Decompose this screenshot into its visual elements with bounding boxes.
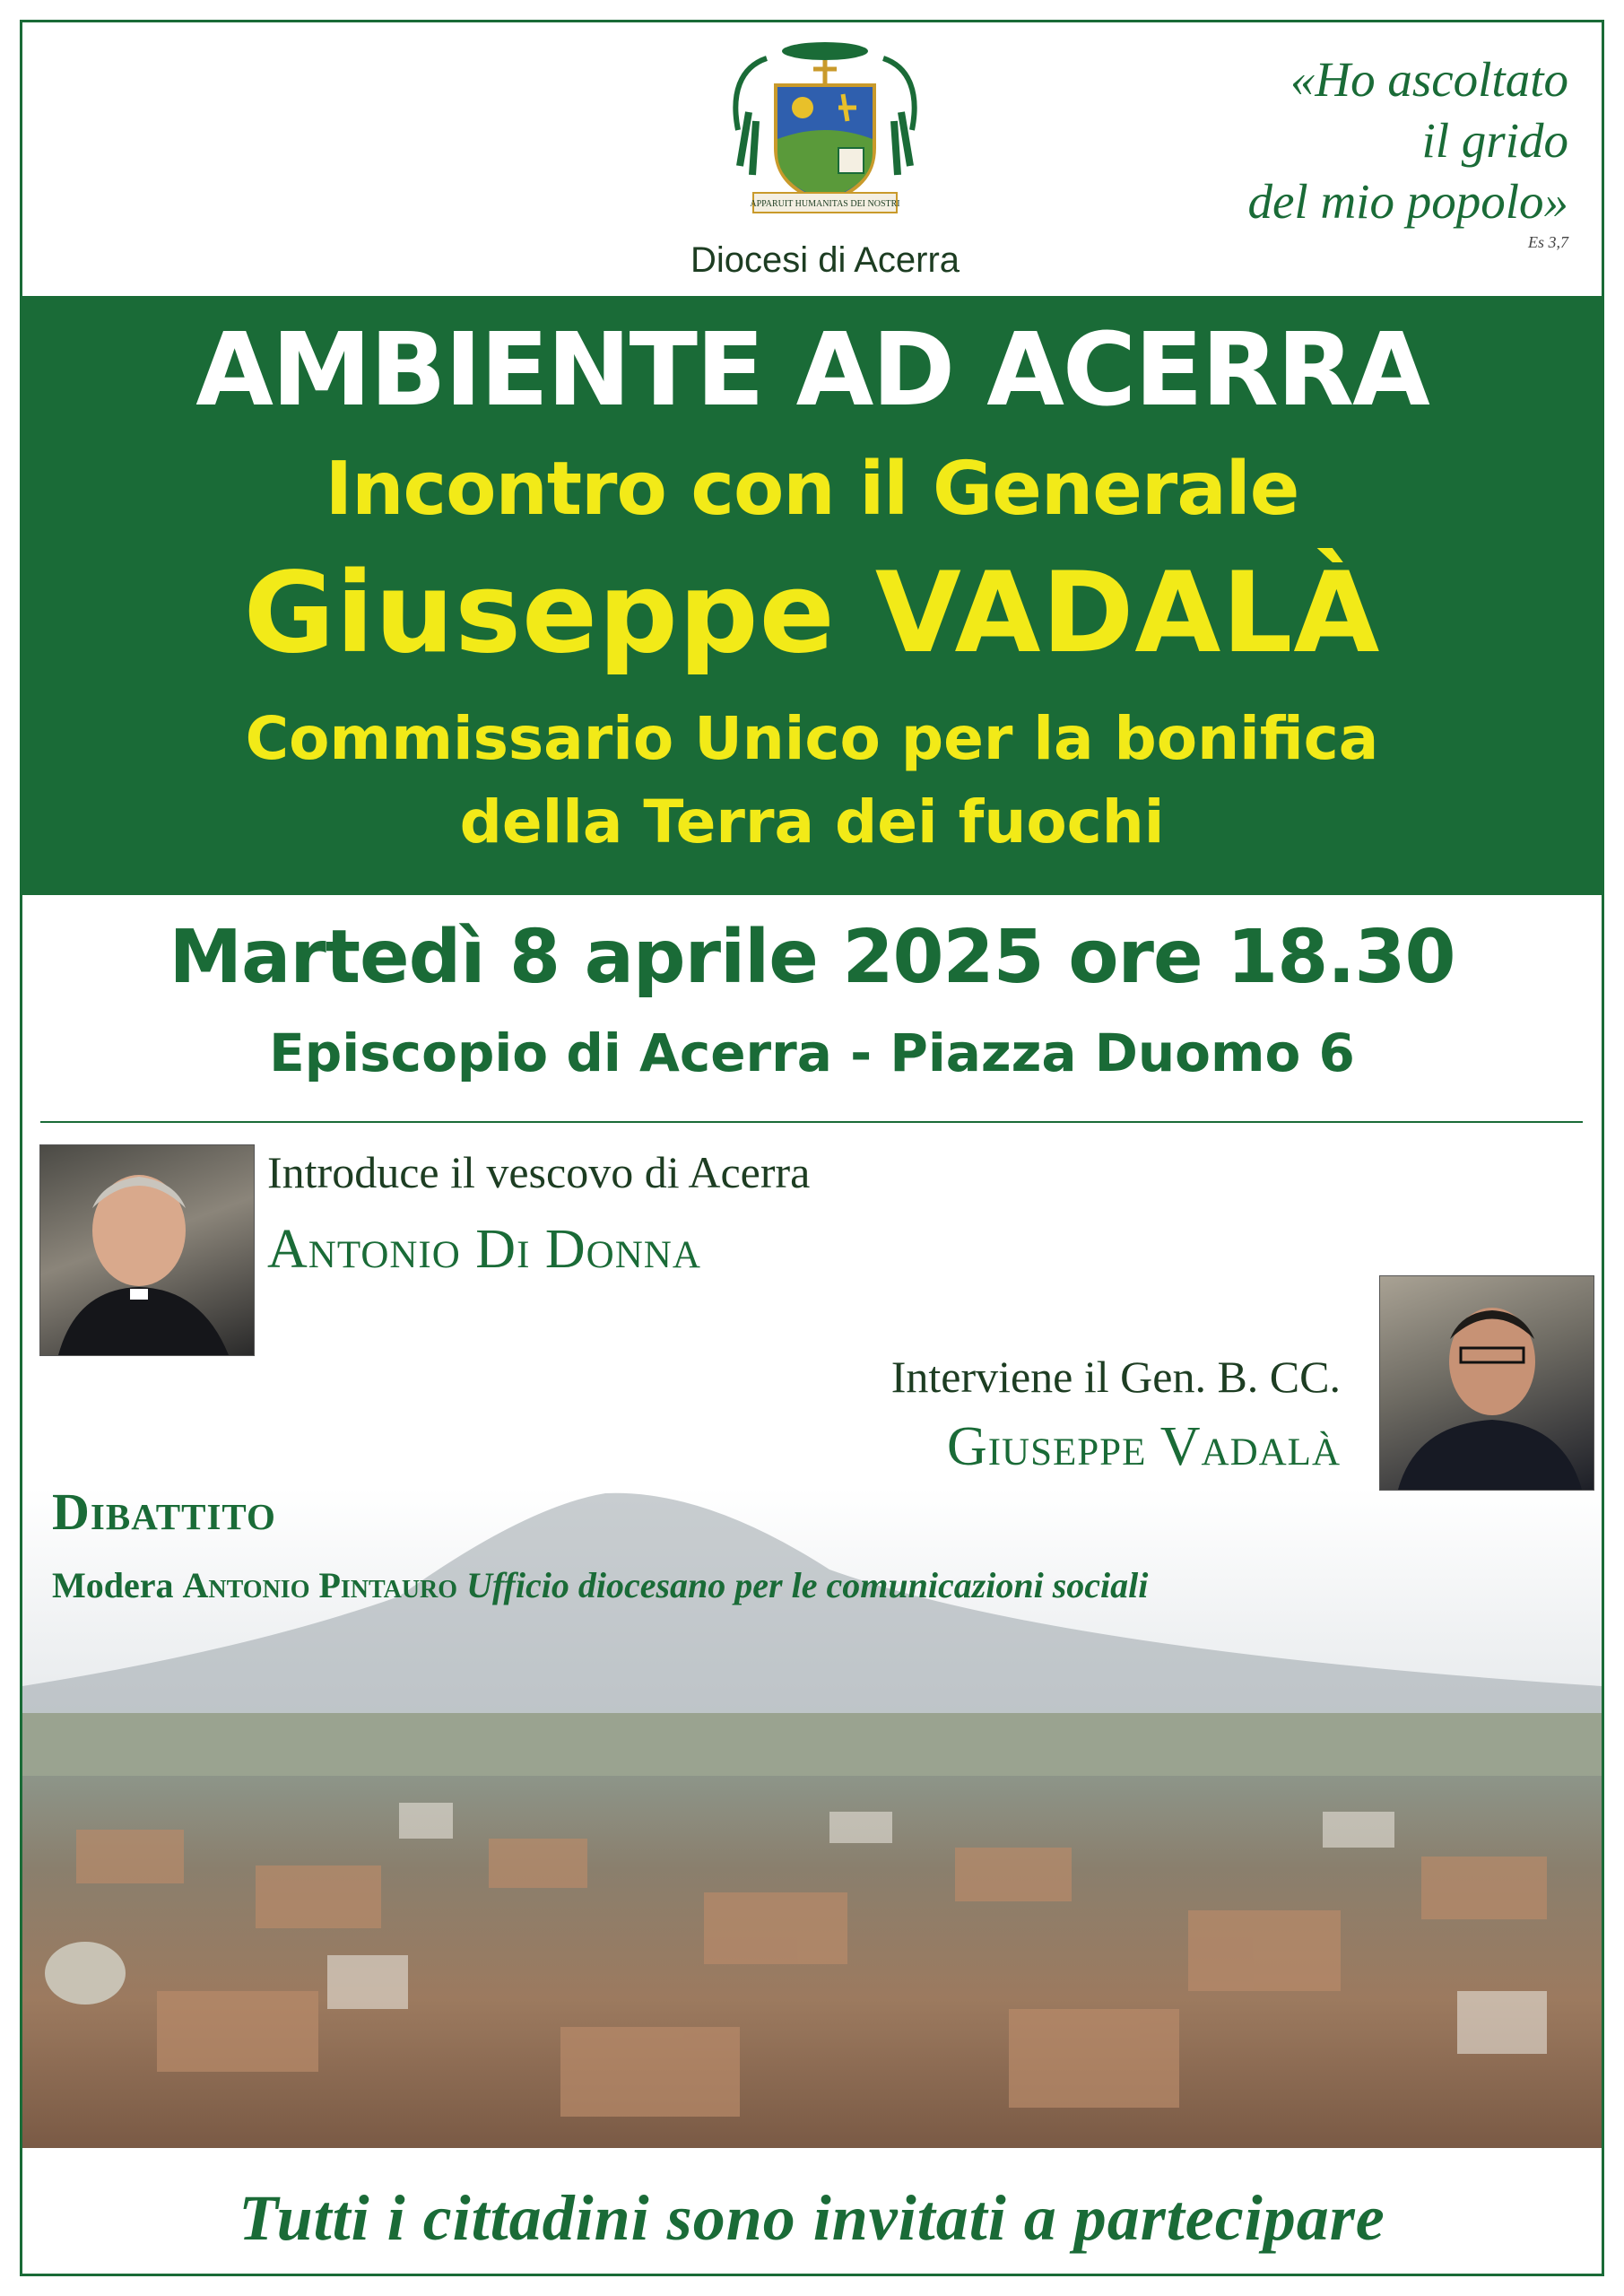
- guest-role-line-2: della Terra dei fuochi: [459, 787, 1165, 857]
- quote-line-2: il grido: [1421, 113, 1568, 168]
- guest-name: Giuseppe VADALÀ: [243, 549, 1381, 678]
- crest-motto: APPARUIT HUMANITAS DEI NOSTRI: [750, 199, 900, 209]
- moderator-name: Antonio Pintauro: [182, 1565, 458, 1605]
- event-place: Episcopio di Acerra - Piazza Duomo 6: [269, 1022, 1355, 1083]
- moderator-office: Ufficio diocesano per le comunicazioni sociali: [466, 1565, 1149, 1605]
- divider-line: [40, 1121, 1583, 1123]
- diocese-crest-logo: [713, 31, 937, 224]
- intervention-label: Interviene il Gen. B. CC.: [890, 1352, 1341, 1402]
- quote-line-1: «Ho ascoltato: [1290, 52, 1568, 107]
- quote-line-3: del mio popolo»: [1247, 174, 1568, 229]
- debate-title: Dibattito: [52, 1483, 276, 1541]
- bishop-photo: [39, 1144, 255, 1356]
- invitation-footer: Tutti i cittadini sono invitati a partecipare: [239, 2182, 1385, 2254]
- event-title: AMBIENTE AD ACERRA: [195, 312, 1429, 429]
- intervention-speaker-name: Giuseppe Vadalà: [946, 1416, 1341, 1477]
- event-subtitle: Incontro con il Generale: [325, 447, 1299, 532]
- general-portrait-image: [1380, 1276, 1594, 1490]
- bishop-portrait-image: [40, 1145, 254, 1355]
- intro-speaker-name: Antonio Di Donna: [267, 1219, 701, 1280]
- event-date: Martedì 8 aprile 2025 ore 18.30: [169, 915, 1455, 1000]
- intro-label: Introduce il vescovo di Acerra: [267, 1147, 811, 1197]
- scripture-quote: [1192, 49, 1568, 252]
- guest-role-line-1: Commissario Unico per la bonifica: [245, 704, 1379, 773]
- moderator-line: [52, 1564, 1148, 1606]
- diocese-name: Diocesi di Acerra: [690, 240, 960, 280]
- moderator-label: Modera: [52, 1565, 174, 1605]
- headline-band: [22, 296, 1602, 895]
- quote-reference: Es 3,7: [1528, 233, 1568, 251]
- general-photo: [1379, 1275, 1594, 1491]
